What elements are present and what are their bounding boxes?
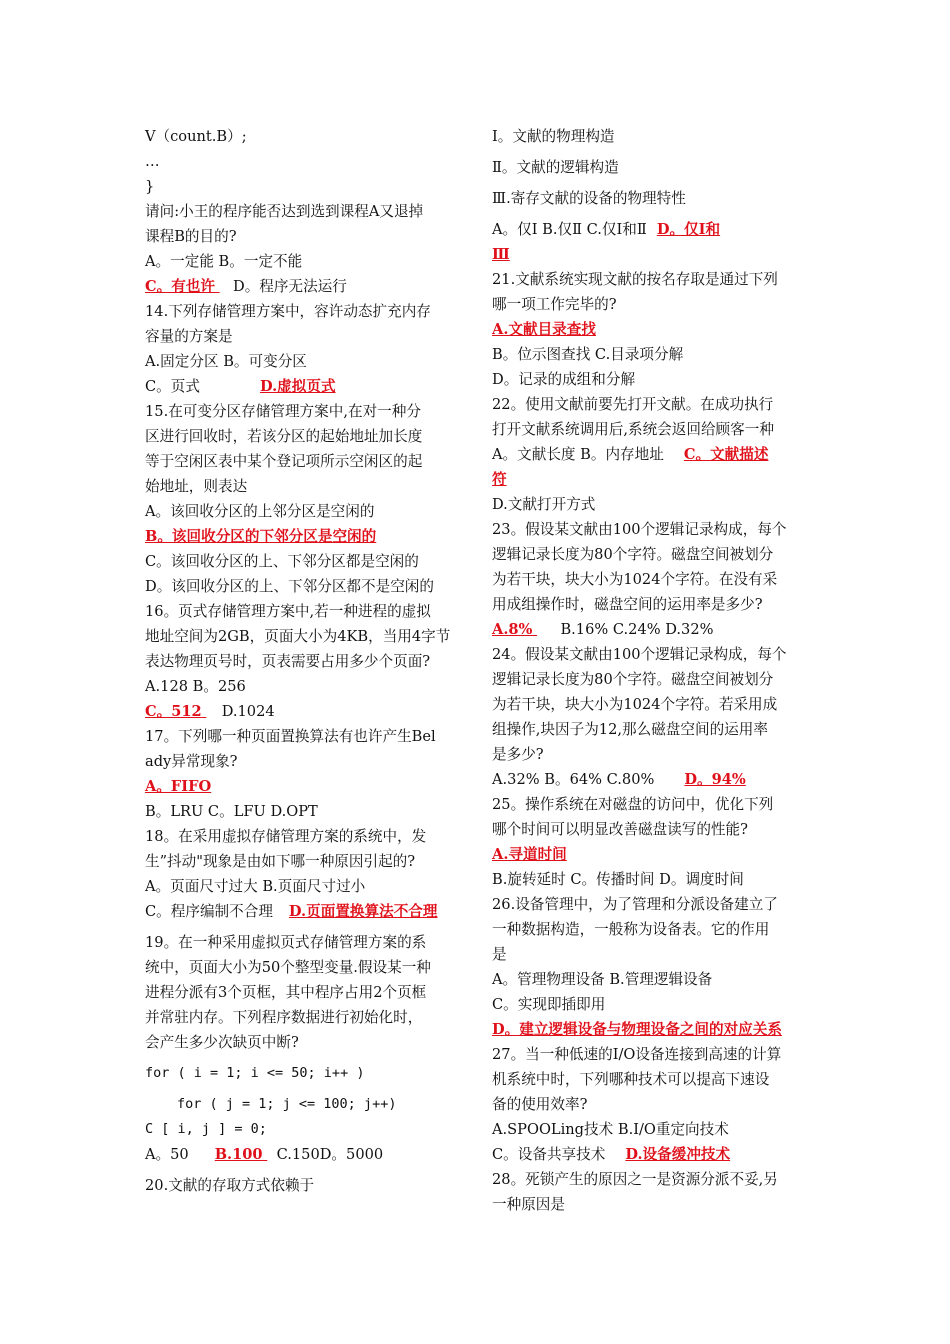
option-line [492,317,810,342]
answer-option: B。该回收分区的下邻分区是空闲的 [145,528,377,545]
question-text: 备的使用效率? [492,1096,588,1113]
question-text: 为若干块，块大小为1024个字符。若采用成 [492,696,778,713]
answer-option: Ⅲ [492,246,510,263]
option: A。50 [145,1146,189,1163]
option-line: Ⅰ。文献的物理构造 [492,128,615,145]
code-line: for ( j = 1; j <= 100; j++) [177,1096,397,1112]
option-line: D.文献打开方式 [492,496,596,513]
question-text: 28。死锁产生的原因之一是资源分派不妥,另 [492,1171,778,1188]
option-line: Ⅲ.寄存文献的设备的物理特性 [492,190,686,207]
option-line: A。页面尺寸过大 B.页面尺寸过小 [145,878,366,895]
option-line [492,617,810,642]
option: C。程序编制不合理 [145,903,273,920]
option-line [492,442,810,467]
question-text: 并常驻内存。下列程序数据进行初始化时， [145,1009,423,1026]
option-line [492,767,810,792]
option-line [145,524,463,549]
question-text: 一种原因是 [492,1196,565,1213]
question-text: 22。使用文献前要先打开文献。在成功执行 [492,396,774,413]
code-line: C [ i, j ] = 0; [145,1121,267,1137]
option: C.150D。5000 [276,1146,384,1163]
option-line: C。该回收分区的上、下邻分区都是空闲的 [145,553,419,570]
question-text: 19。在一种采用虚拟页式存储管理方案的系 [145,934,427,951]
question-text: 区进行回收时，若该分区的起始地址加长度 [145,428,423,445]
code-line: for ( i = 1; i <= 50; i++ ) [145,1065,365,1081]
question-text: 逻辑记录长度为80个字符。磁盘空间被划分 [492,671,774,688]
question-text: 是多少? [492,746,544,763]
answer-option: C。512 [145,703,202,720]
answer-option: D。建立逻辑设备与物理设备之间的对应关系 [492,1021,782,1038]
answer-option: A。FIFO [145,778,212,795]
option-line: A。一定能 B。一定不能 [145,253,303,270]
left-column [145,124,463,1198]
option-line [145,899,463,924]
answer-option: D.设备缓冲技术 [625,1146,731,1163]
question-text: 哪一项工作完毕的? [492,296,617,313]
answer-option: D。仅Ⅰ和 [656,221,721,238]
option: D。程序无法运行 [233,278,347,295]
option: A.32% B。64% C.80% [492,771,655,788]
question-text: 24。假设某文献由100个逻辑记录构成，每个 [492,646,787,663]
question-text: 打开文献系统调用后,系统会返回给顾客一种 [492,421,774,438]
answer-option: C。有也许 [145,278,215,295]
closing-brace: } [145,178,155,195]
option-line [145,774,463,799]
question-text: 23。假设某文献由100个逻辑记录构成，每个 [492,521,787,538]
option-line [492,242,810,267]
option-line: C。实现即插即用 [492,996,606,1013]
option-line [145,1142,463,1167]
option-line: D。该回收分区的上、下邻分区都不是空闲的 [145,578,434,595]
question-text: 是 [492,946,507,963]
option-line [492,842,810,867]
question-text: 机系统中时，下列哪种技术可以提高下速设 [492,1071,770,1088]
answer-option: 符 [492,471,507,488]
right-column [492,124,810,1217]
option-line: D。记录的成组和分解 [492,371,636,388]
option: A。仅Ⅰ B.仅Ⅱ C.仅Ⅰ和Ⅱ [492,221,647,238]
option: A。文献长度 B。内存地址 [492,446,664,463]
question-text: 一种数据构造，一般称为设备表。它的作用 [492,921,770,938]
question-text: 请问:小王的程序能否达到选到课程A又退掉 [145,203,424,220]
question-text: 逻辑记录长度为80个字符。磁盘空间被划分 [492,546,774,563]
option-line: A。管理物理设备 B.管理逻辑设备 [492,971,713,988]
option-line [492,1142,810,1167]
option-line: B。LRU C。LFU D.OPT [145,803,318,820]
option-line: A。该回收分区的上邻分区是空闲的 [145,503,375,520]
answer-option: C。文献描述 [683,446,769,463]
option-line: A.128 B。256 [145,678,246,695]
option-line: A.固定分区 B。可变分区 [145,353,307,370]
question-text: 用成组操作时，磁盘空间的运用率是多少? [492,596,763,613]
question-text: 进程分派有3个页框，其中程序占用2个页框 [145,984,427,1001]
answer-option: A.8% [492,621,533,638]
option-line [492,467,810,492]
question-text: 始地址，则表达 [145,478,248,495]
option-line [492,1017,810,1042]
code-line: V（count.B）; [145,128,247,145]
question-text: 为若干块，块大小为1024个字符。在没有采 [492,571,778,588]
question-text: 等于空闲区表中某个登记项所示空闲区的起 [145,453,423,470]
answer-option: D。94% [684,771,746,788]
option: C。设备共享技术 [492,1146,606,1163]
option-line [145,274,463,299]
option: C。页式 [145,378,200,395]
question-text: 20.文献的存取方式依赖于 [145,1177,315,1194]
question-text: 生”抖动"现象是由如下哪一种原因引起的? [145,853,416,870]
question-text: 18。在采用虚拟存储管理方案的系统中，发 [145,828,427,845]
question-text: 容量的方案是 [145,328,233,345]
question-text: 27。当一种低速的I/O设备连接到高速的计算 [492,1046,782,1063]
question-text: 21.文献系统实现文献的按名存取是通过下列 [492,271,778,288]
question-text: 17。下列哪一种页面置换算法有也许产生Bel [145,728,436,745]
answer-option: D.页面置换算法不合理 [288,903,438,920]
question-text: 26.设备管理中，为了管理和分派设备建立了 [492,896,778,913]
question-text: 组操作,块因子为12,那么磁盘空间的运用率 [492,721,768,738]
question-text: 表达物理页号时，页表需要占用多少个页面? [145,653,431,670]
option: D.1024 [221,703,275,720]
question-text: ady异常现象? [145,753,238,770]
option-line [145,699,463,724]
option-line: A.SPOOLing技术 B.I/O重定向技术 [492,1121,729,1138]
question-text: 15.在可变分区存储管理方案中,在对一种分 [145,403,421,420]
question-text: 会产生多少次缺页中断? [145,1034,299,1051]
option-line: B。位示图查找 C.目录项分解 [492,346,684,363]
answer-option: B.100 [214,1146,263,1163]
option-line: Ⅱ。文献的逻辑构造 [492,159,619,176]
question-text: 哪个时间可以明显改善磁盘读写的性能? [492,821,748,838]
answer-option: A.寻道时间 [492,846,567,863]
option-line: B.旋转延时 C。传播时间 D。调度时间 [492,871,744,888]
option-line [145,374,463,399]
ellipsis: … [145,153,160,170]
question-text: 地址空间为2GB，页面大小为4KB，当用4字节 [145,628,451,645]
question-text: 16。页式存储管理方案中,若一种进程的虚拟 [145,603,431,620]
question-text: 14.下列存储管理方案中，容许动态扩充内存 [145,303,431,320]
option: B.16% C.24% D.32% [560,621,714,638]
question-text: 25。操作系统在对磁盘的访问中，优化下列 [492,796,774,813]
option-line [492,217,810,242]
question-text: 统中，页面大小为50个整型变量.假设某一种 [145,959,431,976]
answer-option: D.虚拟页式 [259,378,336,395]
question-text: 课程B的目的? [145,228,237,245]
answer-option: A.文献目录查找 [492,321,596,338]
